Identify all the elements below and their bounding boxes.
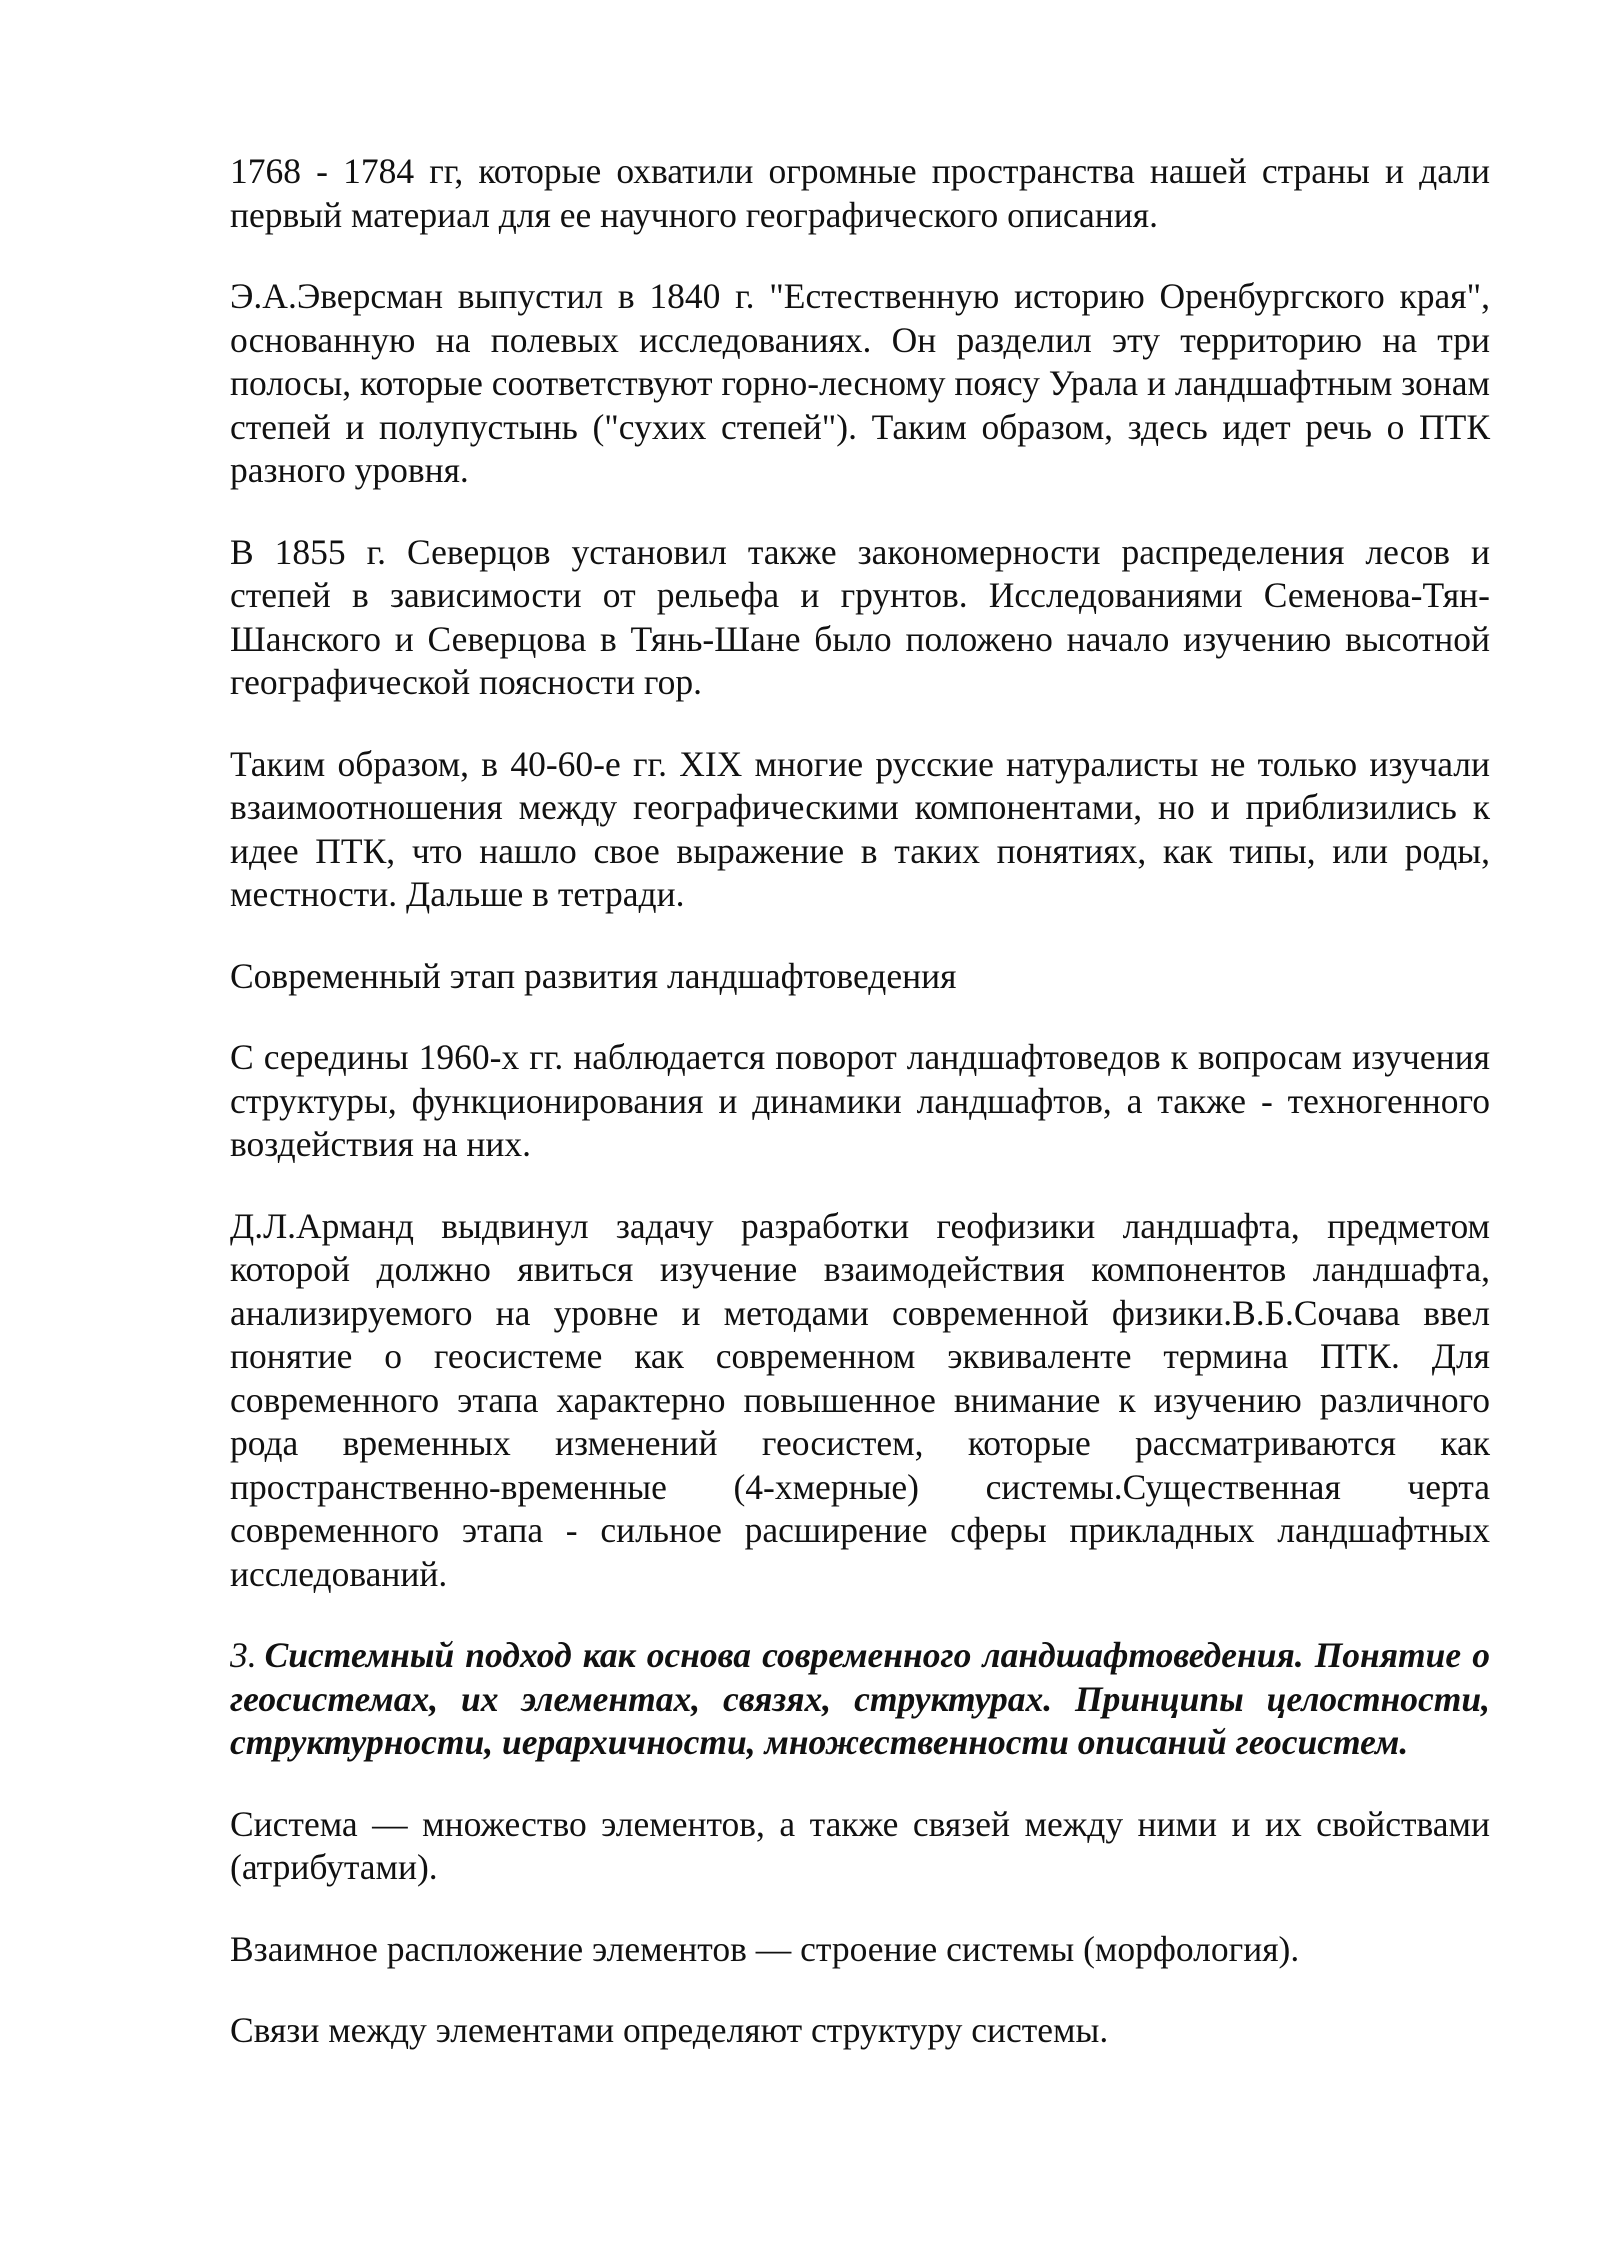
document-page	[230, 150, 1490, 2091]
paragraph-armand-sochava: Д.Л.Арманд выдвинул задачу разработки геофизики ландшафта, предметом которой должно явиться изучение взаимодействия компонентов ландшафта, анализируемого на уровне и методами современной физики.В.Б.Сочава ввел понятие о геосистеме как современном эквиваленте термина ПТК. Для современного этапа характерно повышенное внимание к изучению различного рода временных изменений геосистем, которые рассматриваются как пространственно-временные (4-хмерные) системы.Существенная черта современного этапа - сильное расширение сферы прикладных ландшафтных исследований.	[230, 1205, 1490, 1594]
paragraph-system-morphology: Взаимное распложение элементов — строение системы (морфология).	[230, 1928, 1300, 1969]
paragraph-1960s: С середины 1960-х гг. наблюдается поворот ландшафтоведов к вопросам изучения структуры, функционирования и динамики ландшафтов, а также - техногенного воздействия на них.	[230, 1037, 1490, 1164]
section-heading-text: Системный подход как основа современного ландшафтоведения. Понятие о геосистемах, их элементах, связях, структурах. Принципы целостности, структурности, иерархичности, множественности описаний геосистем.	[230, 1635, 1490, 1762]
paragraph-eversman: Э.А.Эверсман выпустил в 1840 г. "Естественную историю Оренбургского края", основанную на полевых исследованиях. Он разделил эту территорию на три полосы, которые соответствуют горно-лесному поясу Урала и ландшафтным зонам степей и полупустынь ("сухих степей"). Таким образом, здесь идет речь о ПТК разного уровня.	[230, 276, 1490, 490]
paragraph-naturalists: Таким образом, в 40-60-е гг. XIX многие русские натуралисты не только изучали взаимоотношения между географическими компонентами, но и приблизились к идее ПТК, что нашло свое выражение в таких понятиях, как типы, или роды, местности. Дальше в тетради.	[230, 743, 1490, 914]
section-heading	[230, 1634, 1490, 1765]
paragraph-system-definition: Система — множество элементов, а также связей между ними и их свойствами (атрибутами).	[230, 1803, 1490, 1887]
paragraph-expeditions: 1768 - 1784 гг, которые охватили огромные пространства нашей страны и дали первый материал для ее научного географического описания.	[230, 151, 1490, 235]
paragraph-severtsov: В 1855 г. Северцов установил также закономерности распределения лесов и степей в зависимости от рельефа и грунтов. Исследованиями Семенова-Тян-Шанского и Северцова в Тянь-Шане было положено начало изучению высотной географической поясности гор.	[230, 531, 1490, 702]
paragraph-system-structure: Связи между элементами определяют структуру системы.	[230, 2010, 1109, 2050]
section-heading-number: 3.	[230, 1635, 257, 1675]
section-subtitle-modern-stage: Современный этап развития ландшафтоведения	[230, 955, 957, 996]
